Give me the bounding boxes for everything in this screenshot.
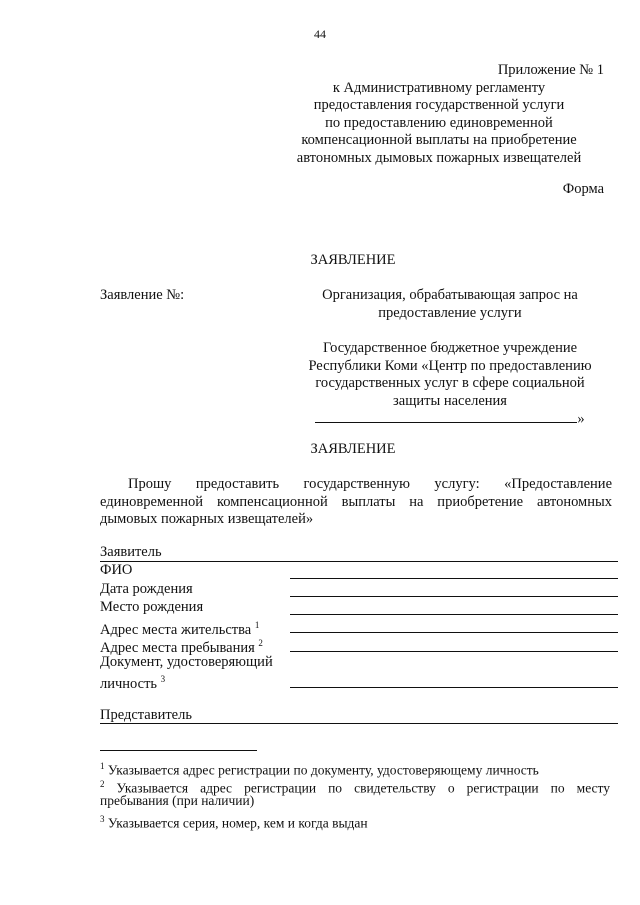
org-line: Республики Коми «Центр по предоставлению [308,357,592,374]
birth-place-label: Место рождения [100,599,204,615]
birth-date-field[interactable] [290,596,618,597]
applicant-section-label: Заявитель [100,544,162,560]
appendix-line: по предоставлению единовременной [325,114,553,131]
stay-field[interactable] [290,651,618,652]
org-line: государственных услуг в сфере социальной [315,375,585,391]
org-line: защиты населения [393,392,507,409]
form-label: Форма [562,181,604,197]
org-line: Организация, обрабатывающая запрос на [322,287,578,303]
heading-application: ЗАЯВЛЕНИЕ [310,252,396,268]
footnote-ref: 1 [254,620,260,630]
appendix-line: компенсационной выплаты на приобретение [301,132,577,148]
footnote-separator [100,750,257,751]
stay-label: Адрес места пребывания $^2$ [100,638,263,656]
birth-place-field[interactable] [290,614,618,615]
appendix-line: автономных дымовых пожарных извещателей [296,149,582,166]
appendix-line: к Административному регламенту [332,79,546,96]
request-text [100,476,612,529]
footnote-1: $^1$ Указывается адрес регистрации по документу, удостоверяющему личность [100,761,539,778]
fio-label: ФИО [100,562,133,578]
page-number: 44 [314,27,326,41]
representative-divider[interactable] [100,723,618,724]
residence-field[interactable] [290,632,618,633]
footnote-ref: 3 [160,674,166,684]
residence-label: Адрес места жительства $^1$ [100,620,260,638]
org-line: Государственное бюджетное учреждение [322,340,578,356]
footnote-2: $^2$ Указывается адрес регистрации по свидетельству о регистрации по месту [100,779,611,796]
birth-date-label: Дата рождения [100,581,193,597]
document-field[interactable] [290,687,618,688]
request-line: Прошу предоставить государственную услугу: «Предоставление [128,476,612,492]
appendix-title: Приложение № 1 [497,62,604,78]
organization-block [300,287,600,429]
representative-label: Представитель [100,707,192,723]
appendix-header [274,62,604,167]
org-line: предоставление услуги [378,304,522,321]
appendix-line: предоставления государственной услуги [313,97,565,113]
close-quote: » [577,411,585,427]
footnote-2-cont: пребывания (при наличии) [100,793,255,808]
fio-field[interactable] [290,578,618,579]
footnote-3: $^3$ Указывается серия, номер, кем и когда выдан [100,814,368,831]
org-name-blank[interactable] [300,410,600,429]
application-number-label: Заявление №: [100,287,185,303]
document-label: Документ, удостоверяющий личность $^3$ [100,654,273,692]
applicant-divider [100,561,618,562]
request-line: дымовых пожарных извещателей» [100,511,314,527]
heading-application-2: ЗАЯВЛЕНИЕ [310,441,396,457]
request-line: единовременной компенсационной выплаты на приобретение автономных [100,493,612,510]
footnote-ref: 2 [258,638,263,648]
